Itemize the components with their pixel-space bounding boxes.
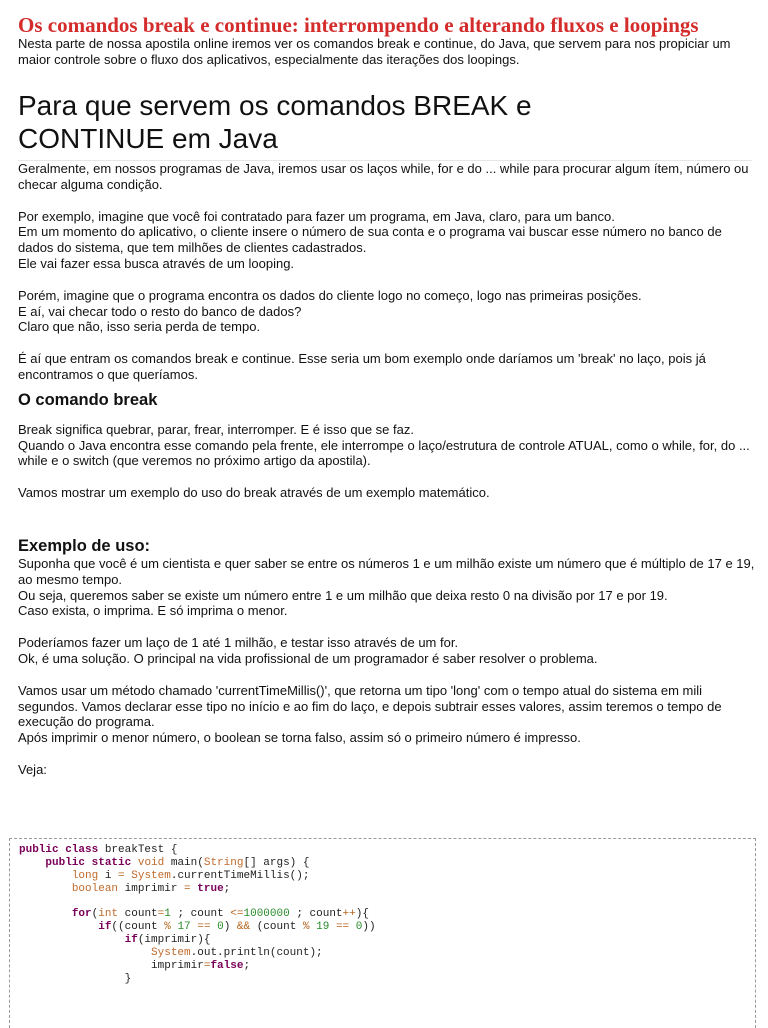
intro-paragraph: Nesta parte de nossa apostila online iremos ver os comandos break e continue, do Java, que servem para nos propiciar um maior controle sobre o fluxo dos aplicativos, especialmente das iterações dos loopings. [18, 36, 731, 67]
paragraph: Vamos mostrar um exemplo do uso do break através de um exemplo matemático. [18, 485, 490, 501]
paragraph: Suponha que você é um cientista e quer saber se entre os números 1 e um milhão existe um número que é múltiplo de 17 e 19, ao mesmo tempo. [18, 555, 755, 587]
main-heading [18, 89, 758, 155]
main-heading-line2: CONTINUE em Java [18, 123, 278, 154]
paragraph: Porém, imagine que o programa encontra os dados do cliente logo no começo, logo nas primeiras posições. [18, 287, 642, 303]
paragraph: Geralmente, em nossos programas de Java, iremos usar os laços while, for e do ... while para procurar algum ítem, número ou checar alguma condição. [18, 161, 749, 192]
code-line: System.out.println(count); [151, 947, 323, 960]
paragraph: Ele vai fazer essa busca através de um looping. [18, 255, 295, 271]
paragraph: Quando o Java encontra esse comando pela frente, ele interrompe o laço/estrutura de controle ATUAL, como o while, for, do ... while e o switch (que veremos no próximo artigo da apostila). [18, 437, 750, 469]
paragraph: Ok, é uma solução. O principal na vida profissional de um programador é saber resolver o problema. [18, 650, 598, 666]
section-heading-break: O comando break [18, 390, 158, 409]
code-line: imprimir=false; [19, 960, 251, 973]
paragraph: Break significa quebrar, parar, frear, interromper. E é isso que se faz. [18, 421, 414, 437]
paragraph: Vamos usar um método chamado 'currentTimeMillis()', que retorna um tipo 'long' com o tempo atual do sistema em mili segundos. Vamos declarar esse tipo no início e ao fim do laço, e depois subtrair esses valores, assim teremos o tempo de execução do programa. [18, 682, 722, 730]
paragraph: E aí, vai checar todo o resto do banco de dados? [18, 303, 302, 319]
paragraph: Ou seja, queremos saber se existe um número entre 1 e um milhão que deixa resto 0 na divisão por 17 e por 19. [18, 587, 668, 603]
paragraph: Por exemplo, imagine que você foi contratado para fazer um programa, em Java, claro, para um banco. [18, 208, 615, 224]
code-line: public static void main(String[] args) { [45, 856, 310, 869]
paragraph: Caso exista, o imprima. E só imprima o menor. [18, 603, 288, 619]
article-title: Os comandos break e continue: interrompendo e alterando fluxos e loopings [18, 13, 699, 37]
code-line: boolean imprimir = true; [71, 882, 231, 895]
paragraph: É aí que entram os comandos break e continue. Esse seria um bom exemplo onde daríamos um 'break' no laço, pois já encontramos o que queríamos. [18, 351, 706, 382]
code-line: } [19, 972, 132, 985]
code-block [9, 838, 756, 1028]
code-line [19, 896, 755, 909]
code-line: for(int count=1 ; count <=1000000 ; count++){ [71, 908, 369, 921]
code-line: if(imprimir){ [124, 934, 211, 947]
paragraph: Veja: [18, 761, 47, 777]
paragraph: Poderíamos fazer um laço de 1 até 1 milhão, e testar isso através de um for. [18, 635, 459, 651]
article [18, 14, 758, 778]
main-heading-line1: Para que servem os comandos BREAK e [18, 90, 532, 121]
paragraph: Em um momento do aplicativo, o cliente insere o número de sua conta e o programa vai buscar esse número no banco de dados do sistema, que tem milhões de clientes cadastrados. [18, 224, 722, 256]
paragraph: Claro que não, isso seria perda de tempo. [18, 319, 261, 335]
code-line: long i = System.currentTimeMillis(); [71, 869, 310, 882]
code-line: if((count % 17 == 0) && (count % 19 == 0)) [98, 921, 376, 934]
paragraph: Após imprimir o menor número, o boolean se torna falso, assim só o primeiro número é impresso. [18, 730, 581, 746]
section-heading-example: Exemplo de uso: [18, 536, 151, 555]
code-line: public class breakTest { [19, 844, 178, 856]
